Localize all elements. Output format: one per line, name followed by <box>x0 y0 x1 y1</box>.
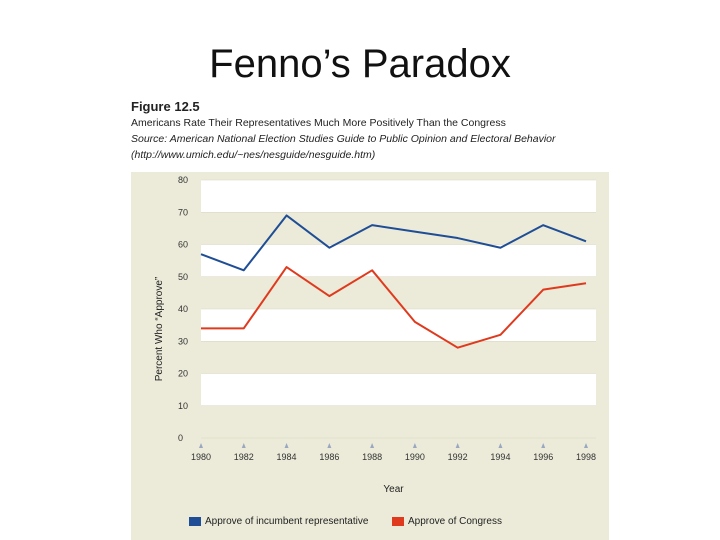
x-tick-label: 1992 <box>447 452 468 462</box>
x-tick-mark <box>285 443 289 448</box>
x-tick-mark <box>498 443 502 448</box>
legend-swatch-representative <box>189 517 201 526</box>
y-tick-label: 70 <box>178 207 189 218</box>
y-tick-label: 40 <box>178 304 189 314</box>
legend-label-representative: Approve of incumbent representative <box>205 516 369 527</box>
x-tick-mark <box>327 443 331 448</box>
grid-band <box>201 309 596 341</box>
x-tick-mark <box>541 443 545 448</box>
figure-subtitle: Americans Rate Their Representatives Much More Positively Than the Congress <box>131 117 506 129</box>
x-tick-mark <box>370 443 374 448</box>
figure-source: Source: American National Election Studies Guide to Public Opinion and Electoral Behavior <box>131 133 556 145</box>
y-tick-label: 80 <box>178 175 189 185</box>
chart-panel <box>131 172 609 540</box>
x-tick-mark <box>413 443 417 448</box>
x-tick-mark <box>584 443 588 448</box>
x-tick-label: 1990 <box>404 452 425 462</box>
x-tick-label: 1980 <box>190 452 212 462</box>
grid-band <box>201 180 596 212</box>
x-tick-label: 1986 <box>319 452 340 462</box>
y-axis-label: Percent Who “Approve” <box>154 276 165 382</box>
y-tick-label: 30 <box>178 336 189 347</box>
legend-swatch-congress <box>392 517 404 526</box>
x-axis-label: Year <box>383 484 404 495</box>
y-tick-label: 50 <box>178 271 189 282</box>
x-tick-label: 1996 <box>533 452 554 462</box>
x-tick-mark <box>199 443 203 448</box>
x-tick-label: 1982 <box>233 452 254 462</box>
figure-source-url: (http://www.umich.edu/~nes/nesguide/nesguide.htm) <box>131 149 376 161</box>
x-tick-mark <box>456 443 460 448</box>
x-tick-label: 1984 <box>276 452 297 462</box>
legend-label-congress: Approve of Congress <box>408 516 502 527</box>
x-tick-label: 1988 <box>362 452 383 462</box>
x-tick-label: 1994 <box>490 452 511 462</box>
slide-title: Fenno’s Paradox <box>209 42 511 86</box>
legend-item-representative <box>189 516 368 527</box>
line-chart <box>131 172 609 540</box>
grid-band <box>201 374 596 406</box>
x-tick-label: 1998 <box>575 452 597 462</box>
y-tick-label: 60 <box>178 239 189 250</box>
x-tick-mark <box>242 443 246 448</box>
y-tick-label: 20 <box>178 368 189 379</box>
legend-item-congress <box>392 516 502 527</box>
y-tick-label: 10 <box>178 400 189 411</box>
y-tick-label: 0 <box>178 433 184 443</box>
figure-label: Figure 12.5 <box>131 99 200 114</box>
